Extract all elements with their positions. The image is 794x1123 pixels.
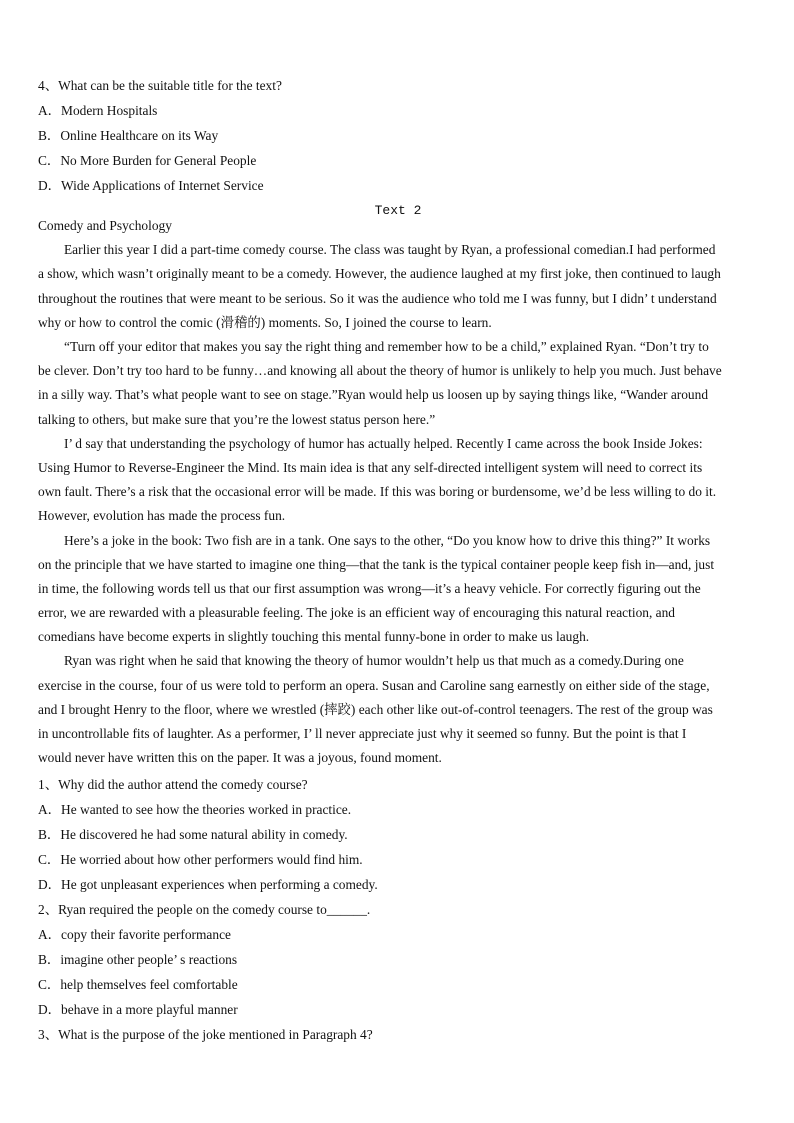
paragraph-line: comedians have become experts in slightly touching this mental funny-bone in order to make us laugh. (38, 629, 590, 645)
document-page (38, 73, 758, 1047)
question-stem: 2、Ryan required the people on the comedy course to______. (38, 901, 371, 917)
paragraph (38, 529, 758, 650)
paragraph-line: Earlier this year I did a part-time comedy course. The class was taught by Ryan, a professional comedian.I had performed (64, 242, 716, 258)
paragraph-line: talking to others, but make sure that you’re the lowest status person here.” (38, 411, 436, 427)
question-stem: 4、What can be the suitable title for the text? (38, 78, 282, 93)
text-label: Text 2 (374, 202, 422, 218)
question-stem: 1、Why did the author attend the comedy course? (38, 776, 308, 792)
option-a: A．He wanted to see how the theories worked in practice. (38, 801, 352, 817)
question (38, 897, 758, 1022)
paragraph-line: error, we are rewarded with a pleasurable feeling. The joke is an efficient way of encouraging this natural reaction, and (38, 605, 675, 621)
option-c: C．help themselves feel comfortable (38, 976, 238, 992)
question (38, 772, 758, 897)
paragraph-line: throughout the routines that were meant to be serious. So it was the audience who told me I was funny, but I didn’ t understand (38, 290, 717, 306)
paragraph (38, 335, 758, 432)
option-a: A．Modern Hospitals (38, 103, 158, 118)
paragraph-line: own fault. There’s a risk that the occasional error will be made. If this was boring or burdensome, we’d be less willing to do it. (38, 484, 717, 500)
paragraph-line: in time, the following words tell us that our first assumption was wrong—it’s a heavy vehicle. For correctly figuring out the (38, 580, 701, 596)
passage-title: Comedy and Psychology (38, 217, 172, 233)
paragraph (38, 432, 758, 529)
paragraph-line: would never have written this on the paper. It was a joyous, found moment. (38, 750, 442, 766)
paragraph-line: However, evolution has made the process fun. (38, 508, 286, 524)
paragraph-line: Using Humor to Reverse-Engineer the Mind. Its main idea is that any self-directed intelligent system will need to correct its (38, 459, 703, 475)
option-d: D．Wide Applications of Internet Service (38, 178, 264, 193)
paragraph-line: a show, which wasn’t originally meant to be a comedy. However, the audience laughed at my first joke, then continued to laugh (38, 266, 721, 282)
option-d: D．He got unpleasant experiences when performing a comedy. (38, 876, 378, 892)
paragraph-line: I’ d say that understanding the psychology of humor has actually helped. Recently I came across the book Inside Jokes: (64, 435, 703, 451)
paragraph-line: in a silly way. That’s what people want to see on stage.”Ryan would help us loosen up by saying things like, “Wander around (38, 387, 709, 403)
question-4 (38, 73, 758, 198)
option-d: D．behave in a more playful manner (38, 1001, 238, 1017)
option-b: B．Online Healthcare on its Way (38, 128, 219, 143)
option-c: C．He worried about how other performers would find him. (38, 851, 363, 867)
paragraph-line: on the principle that we have started to imagine one thing—that the tank is the typical container people keep fish in—and, just (38, 556, 715, 572)
option-a: A．copy their favorite performance (38, 926, 231, 942)
question (38, 1022, 758, 1047)
paragraph (38, 649, 758, 770)
paragraph-line: why or how to control the comic (滑稽的) moments. So, I joined the course to learn. (38, 314, 492, 330)
paragraph-line: and I brought Henry to the floor, where we wrestled (摔跤) each other like out-of-control teenagers. The rest of the group was (38, 701, 713, 717)
paragraph-line: in uncontrollable fits of laughter. As a performer, I’ ll never appreciate just why it seemed so funny. But the point is that I (38, 726, 687, 742)
passage-body (38, 238, 758, 770)
paragraph-line: Ryan was right when he said that knowing the theory of humor wouldn’t help us that much as a comedy.During one (64, 653, 684, 669)
paragraph-line: be clever. Don’t try too hard to be funny…and knowing all about the theory of humor is unlikely to help you much. Just behave (38, 363, 722, 379)
questions (38, 772, 758, 1047)
option-b: B．imagine other people’ s reactions (38, 951, 238, 967)
paragraph-line: exercise in the course, four of us were told to perform an opera. Susan and Caroline sang earnestly on either side of the stage, (38, 677, 710, 693)
paragraph (38, 238, 758, 335)
option-c: C．No More Burden for General People (38, 153, 257, 168)
option-b: B．He discovered he had some natural ability in comedy. (38, 826, 348, 842)
question-stem: 3、What is the purpose of the joke mentioned in Paragraph 4? (38, 1026, 373, 1042)
paragraph-line: Here’s a joke in the book: Two fish are in a tank. One says to the other, “Do you know how to drive this thing?” It works (64, 532, 711, 548)
paragraph-line: “Turn off your editor that makes you say the right thing and remember how to be a child,” explained Ryan. “Don’t try to (64, 339, 709, 355)
